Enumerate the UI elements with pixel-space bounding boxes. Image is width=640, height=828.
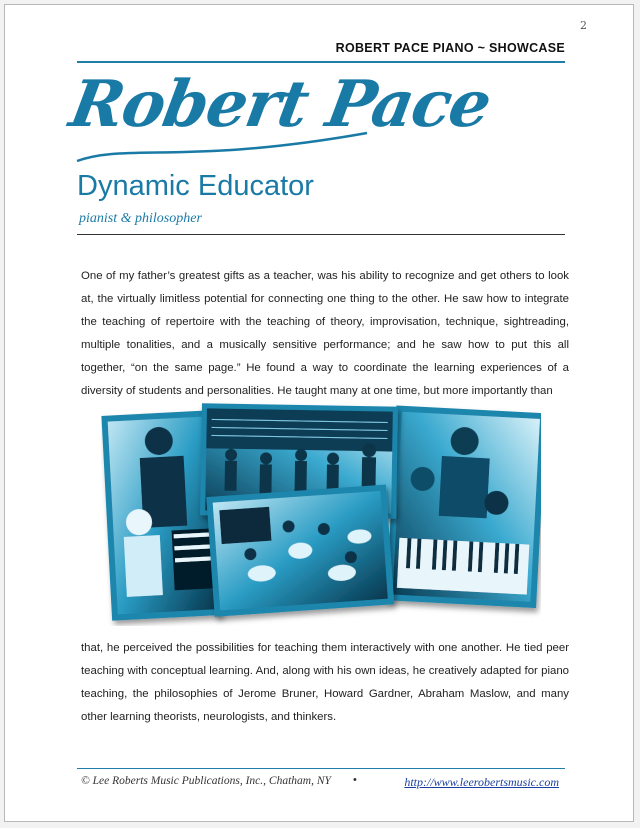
footer-website-link[interactable]: http://www.leerobertsmusic.com bbox=[404, 775, 559, 789]
document-page bbox=[4, 4, 634, 822]
footer-copyright: © Lee Roberts Music Publications, Inc., Chatham, NY bbox=[81, 775, 331, 787]
body-paragraph-1: One of my father’s greatest gifts as a teacher, was his ability to recognize and get others to look at, the virtually limitless potential for connecting one thing to the other. He saw how to integrate the teaching of repertoire with the teaching of theory, improvisation, technique, sightreading, multiple tonalities, and a musically sensitive performance; and he saw how to put this all together, “on the same page.” He found a way to coordinate the learning experiences of a diversity of students and personalities. He taught many at one time, but more importantly than bbox=[81, 270, 569, 397]
body-paragraph-2: that, he perceived the possibilities for teaching them interactively with one another. He tied peer teaching with conceptual learning. And, along with his own ideas, he creatively adapted for piano teaching, the philosophies of Jerome Bruner, Howard Gardner, Abraham Maslow, and many other learning theorists, neurologists, and thinkers. bbox=[81, 642, 569, 723]
photo-collage bbox=[101, 401, 541, 626]
title-rule bbox=[77, 234, 565, 235]
photo-teacher-with-children bbox=[386, 405, 541, 608]
footer-rule bbox=[77, 768, 565, 769]
footer-separator: • bbox=[353, 774, 357, 786]
photo-students-on-floor bbox=[206, 485, 394, 617]
header-rule bbox=[77, 61, 565, 63]
running-header: ROBERT PACE PIANO ~ SHOWCASE bbox=[335, 41, 565, 55]
page-subtitle: Dynamic Educator bbox=[77, 170, 314, 202]
robert-pace-logo: Robert Pace bbox=[64, 67, 496, 142]
tagline: pianist & philosopher bbox=[79, 211, 202, 226]
page-number: 2 bbox=[580, 19, 587, 32]
